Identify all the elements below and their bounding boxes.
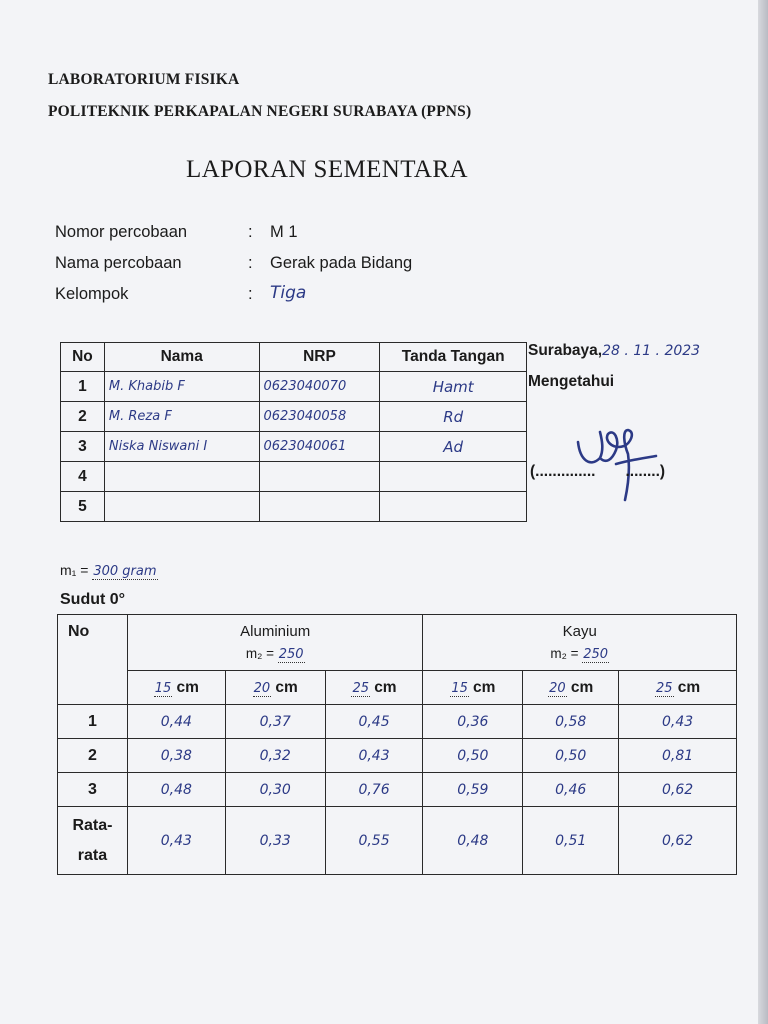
signature-line — [530, 463, 665, 481]
background-edge — [758, 0, 768, 1024]
distance-header — [619, 671, 737, 705]
table-row — [61, 372, 527, 402]
table-row — [58, 773, 737, 807]
row-number: 5 — [61, 492, 105, 522]
distance-header — [127, 671, 225, 705]
measurement-cell: 0,43 — [325, 739, 423, 773]
m1-label: m₁ = — [60, 562, 93, 578]
institution-name: POLITEKNIK PERKAPALAN NEGERI SURABAYA (PPNS) — [48, 103, 472, 120]
measurement-cell: 0,43 — [619, 705, 737, 739]
paren-open: ( — [530, 463, 536, 480]
row-number: 2 — [58, 739, 128, 773]
section-title: Sudut 0° — [60, 591, 126, 608]
distance-value: 25 — [656, 680, 673, 696]
m2-label: m₂ = — [245, 646, 278, 661]
average-label-line: rata — [77, 846, 108, 864]
measurement-table — [57, 614, 737, 875]
nomor-percobaan-label: Nomor percobaan — [55, 223, 188, 241]
measurement-cell: 0,50 — [523, 739, 619, 773]
member-nrp: 0623040070 — [259, 372, 380, 402]
table-row — [58, 705, 737, 739]
colon: : — [248, 223, 253, 241]
kelompok-value: Tiga — [270, 283, 307, 303]
m2-label: m₂ = — [550, 646, 583, 661]
measurement-cell: 0,50 — [423, 739, 523, 773]
row-number: 1 — [61, 372, 105, 402]
measurement-cell: 0,38 — [127, 739, 225, 773]
no-header: No — [58, 615, 128, 705]
members-table — [60, 342, 527, 522]
colon: : — [248, 285, 253, 303]
column-header: NRP — [259, 343, 380, 372]
table-row — [61, 462, 527, 492]
approval-date-line — [528, 342, 700, 360]
distance-header — [523, 671, 619, 705]
measurement-cell: 0,81 — [619, 739, 737, 773]
table-header-row — [61, 343, 527, 372]
m2-aluminium — [128, 646, 423, 662]
average-cell: 0,33 — [225, 807, 325, 875]
measurement-cell: 0,46 — [523, 773, 619, 807]
measurement-cell: 0,36 — [423, 705, 523, 739]
unit-label: cm — [677, 678, 701, 696]
average-row — [58, 807, 737, 875]
measurement-cell: 0,30 — [225, 773, 325, 807]
member-signature: Hamt — [380, 372, 527, 402]
average-cell: 0,62 — [619, 807, 737, 875]
member-nrp — [259, 492, 380, 522]
distance-header — [325, 671, 423, 705]
mengetahui-label — [528, 373, 614, 391]
mengetahui-text: Mengetahui — [528, 373, 615, 390]
column-header: No — [61, 343, 105, 372]
member-signature: Rd — [380, 402, 527, 432]
column-header: Tanda Tangan — [380, 343, 527, 372]
paren-close: ) — [659, 463, 666, 480]
distance-value: 25 — [352, 680, 370, 696]
group-name: Aluminium — [240, 623, 311, 640]
average-cell: 0,43 — [127, 807, 225, 875]
distance-value: 20 — [549, 680, 566, 696]
unit-label: cm — [176, 678, 199, 696]
member-name: M. Khabib F — [104, 372, 259, 402]
member-nrp: 0623040061 — [259, 432, 380, 462]
approval-date: 28 . 11 . 2023 — [602, 343, 701, 359]
row-number: 3 — [61, 432, 105, 462]
member-signature — [380, 492, 527, 522]
row-number: 3 — [58, 773, 128, 807]
average-cell: 0,51 — [523, 807, 619, 875]
m1-line — [60, 562, 158, 579]
member-signature — [380, 462, 527, 492]
measurement-cell: 0,62 — [619, 773, 737, 807]
measurement-cell: 0,48 — [127, 773, 225, 807]
measurement-cell: 0,45 — [325, 705, 423, 739]
table-row — [58, 739, 737, 773]
m2-value: 250 — [583, 647, 609, 662]
measurement-cell: 0,44 — [127, 705, 225, 739]
table-row — [61, 432, 527, 462]
dotted-line: ........ — [625, 463, 660, 480]
distance-value: 15 — [451, 680, 468, 696]
nama-percobaan-label: Nama percobaan — [55, 254, 182, 272]
m2-value: 250 — [278, 647, 304, 662]
row-number: 2 — [61, 402, 105, 432]
table-row — [61, 492, 527, 522]
distance-header — [423, 671, 523, 705]
m2-kayu — [423, 646, 736, 662]
distance-value: 15 — [154, 680, 172, 696]
group-header-row — [58, 615, 737, 671]
member-signature: Ad — [380, 432, 527, 462]
page-title: LAPORAN SEMENTARA — [186, 156, 468, 183]
member-name: M. Reza F — [104, 402, 259, 432]
average-label-line: Rata- — [72, 816, 113, 834]
m1-value: 300 gram — [93, 564, 157, 579]
member-name — [104, 462, 259, 492]
measurement-cell: 0,37 — [225, 705, 325, 739]
unit-label: cm — [570, 678, 594, 696]
unit-label: cm — [473, 678, 496, 696]
measurement-cell: 0,32 — [225, 739, 325, 773]
kelompok-label: Kelompok — [55, 285, 129, 303]
measurement-cell: 0,76 — [325, 773, 423, 807]
member-name — [104, 492, 259, 522]
distance-header-row — [58, 671, 737, 705]
average-cell: 0,48 — [423, 807, 523, 875]
unit-label: cm — [374, 678, 397, 696]
row-number: 1 — [58, 705, 128, 739]
group-name: Kayu — [562, 623, 597, 640]
average-label — [58, 807, 128, 875]
table-row — [61, 402, 527, 432]
distance-value: 20 — [253, 680, 271, 696]
distance-header — [225, 671, 325, 705]
unit-label: cm — [275, 678, 298, 696]
lab-name: LABORATORIUM FISIKA — [48, 71, 240, 88]
colon: : — [248, 254, 253, 272]
aluminium-header — [127, 615, 423, 671]
measurement-cell: 0,59 — [423, 773, 523, 807]
measurement-cell: 0,58 — [523, 705, 619, 739]
nama-percobaan-value: Gerak pada Bidang — [270, 254, 413, 272]
row-number: 4 — [61, 462, 105, 492]
kayu-header — [423, 615, 737, 671]
member-name: Niska Niswani I — [104, 432, 259, 462]
member-nrp: 0623040058 — [259, 402, 380, 432]
column-header: Nama — [104, 343, 259, 372]
dotted-line: .............. — [535, 463, 596, 480]
city-label: Surabaya, — [528, 342, 603, 359]
average-cell: 0,55 — [325, 807, 423, 875]
nomor-percobaan-value: M 1 — [270, 223, 298, 241]
member-nrp — [259, 462, 380, 492]
